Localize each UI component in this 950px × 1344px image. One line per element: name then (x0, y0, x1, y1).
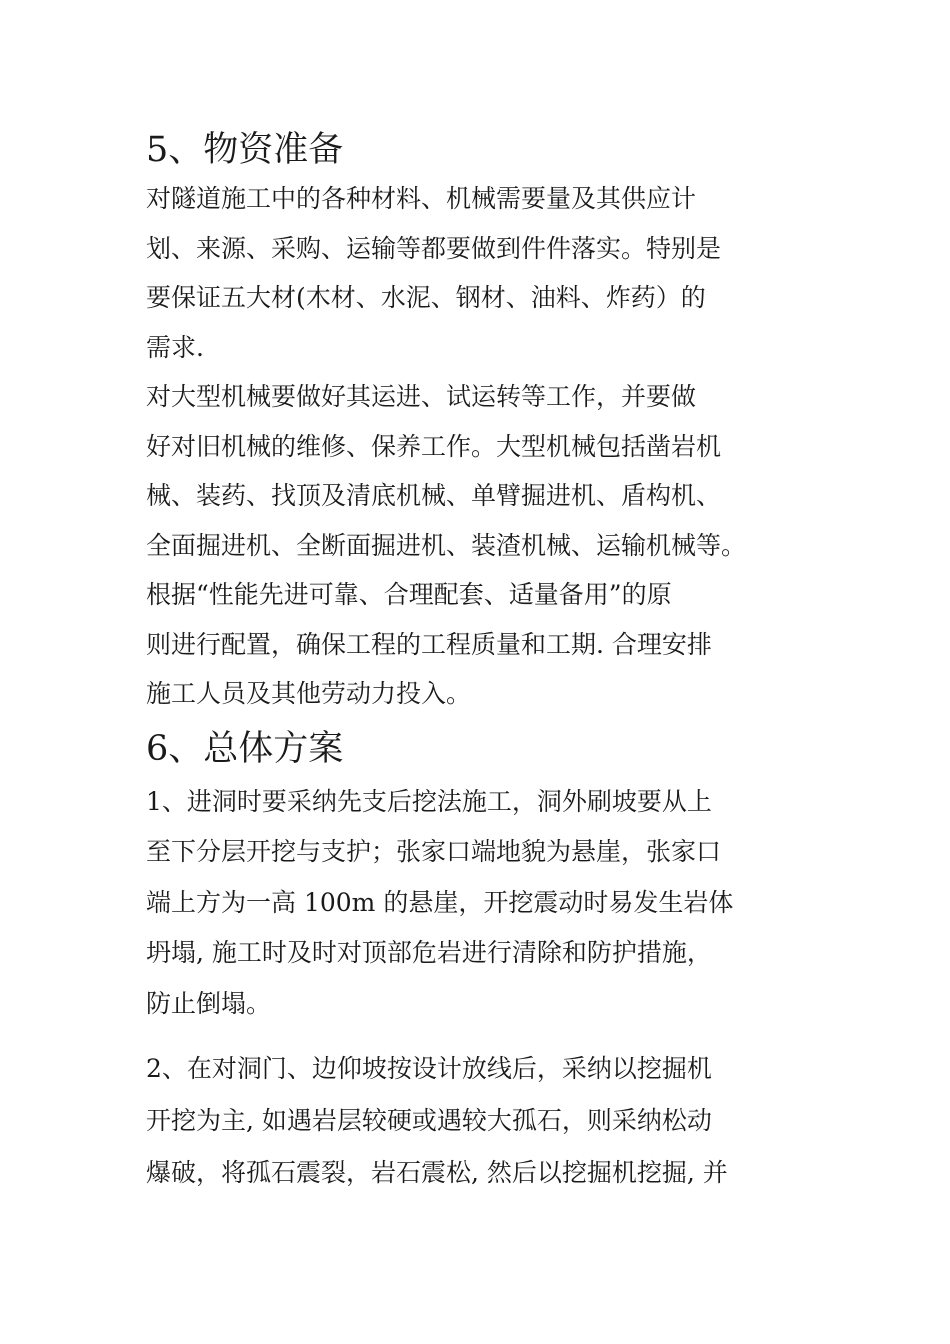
section-5-heading: 5、物资准备 (146, 130, 344, 170)
text-line: 械、装药、找顶及清底机械、单臂掘进机、盾构机、 (146, 481, 722, 510)
text-line: 划、来源、采购、运输等都要做到件件落实。特别是 (146, 233, 722, 263)
text-line: 好对旧机械的维修、保养工作。大型机械包括凿岩机 (146, 431, 722, 461)
text-line: 对隧道施工中的各种材料、机械需要量及其供应计 (146, 184, 697, 213)
text-line: 坍塌, 施工时及时对顶部危岩进行清除和防护措施， (146, 938, 712, 967)
text-line: 要保证五大材(木材、水泥、钢材、油料、炸药）的 (146, 283, 706, 312)
text-line: 2、在对洞门、边仰坡按设计放线后，采纳以挖掘机 (146, 1054, 712, 1083)
text-line: 根据“性能先进可靠、合理配套、适量备用”的原 (146, 580, 672, 609)
text-line: 至下分层开挖与支护；张家口端地貌为悬崖，张家口 (146, 837, 722, 866)
text-line: 全面掘进机、全断面掘进机、装渣机械、运输机械等。 (146, 530, 747, 560)
section-6-paragraph-2 (146, 1043, 826, 1199)
text-line: 则进行配置，确保工程的工程质量和工期. 合理安排 (146, 629, 712, 659)
text-line: 爆破，将孤石震裂，岩石震松, 然后以挖掘机挖掘, 并 (146, 1158, 728, 1187)
text-line: 施工人员及其他劳动力投入。 (146, 679, 472, 708)
text-line: 防止倒塌。 (146, 988, 272, 1018)
text-line: 需求. (146, 332, 204, 362)
section-6-paragraph-1 (146, 777, 826, 1030)
section-5-paragraph-3 (146, 570, 826, 719)
section-5-paragraph-1 (146, 174, 826, 372)
text-line: 端上方为一高 100m 的悬崖，开挖震动时易发生岩体 (146, 887, 734, 917)
text-line: 开挖为主, 如遇岩层较硬或遇较大孤石，则采纳松动 (146, 1106, 712, 1135)
text-line: 1、进洞时要采纳先支后挖法施工，洞外刷坡要从上 (146, 786, 712, 816)
text-line: 对大型机械要做好其运进、试运转等工作，并要做 (146, 382, 697, 411)
section-6-heading: 6、总体方案 (146, 728, 344, 769)
section-5-paragraph-2 (146, 372, 826, 570)
document-body (146, 126, 826, 1199)
